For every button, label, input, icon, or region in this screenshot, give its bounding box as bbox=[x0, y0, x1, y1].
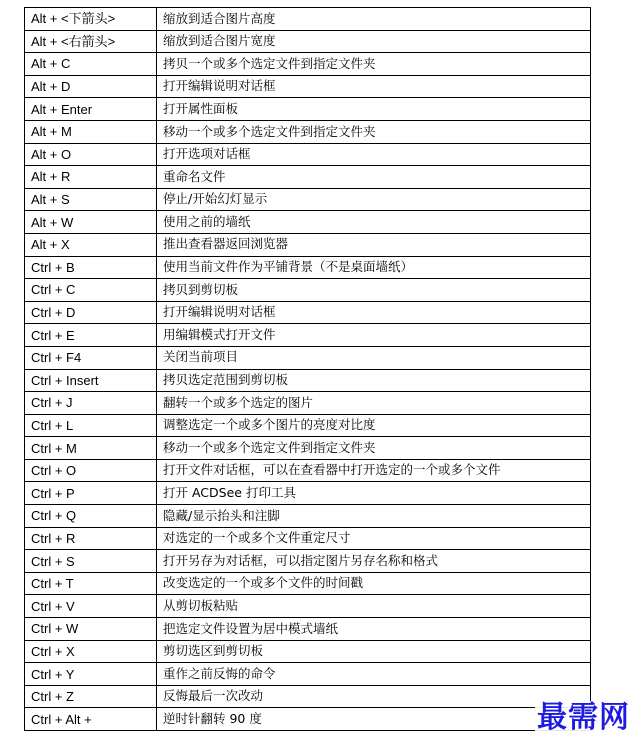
shortcut-key: Ctrl + S bbox=[25, 550, 157, 573]
shortcut-key: Ctrl + L bbox=[25, 414, 157, 437]
table-row bbox=[25, 279, 591, 302]
table-row bbox=[25, 618, 591, 641]
table-row bbox=[25, 324, 591, 347]
shortcut-key: Ctrl + Y bbox=[25, 663, 157, 686]
shortcut-key: Alt + S bbox=[25, 188, 157, 211]
table-row bbox=[25, 505, 591, 528]
table-row bbox=[25, 188, 591, 211]
shortcut-description: 移动一个或多个选定文件到指定文件夹 bbox=[157, 120, 591, 143]
shortcut-key: Ctrl + W bbox=[25, 618, 157, 641]
table-row bbox=[25, 166, 591, 189]
shortcut-description: 剪切选区到剪切板 bbox=[157, 640, 591, 663]
table-row bbox=[25, 98, 591, 121]
shortcut-description: 隐藏/显示抬头和注脚 bbox=[157, 505, 591, 528]
shortcut-description: 从剪切板粘贴 bbox=[157, 595, 591, 618]
table-row bbox=[25, 459, 591, 482]
table-row bbox=[25, 640, 591, 663]
shortcut-key: Ctrl + C bbox=[25, 279, 157, 302]
shortcut-key: Alt + C bbox=[25, 53, 157, 76]
shortcut-key: Ctrl + X bbox=[25, 640, 157, 663]
shortcut-description: 打开编辑说明对话框 bbox=[157, 75, 591, 98]
shortcut-description: 打开编辑说明对话框 bbox=[157, 301, 591, 324]
shortcut-key: Alt + M bbox=[25, 120, 157, 143]
shortcut-description: 停止/开始幻灯显示 bbox=[157, 188, 591, 211]
shortcut-description: 打开 ACDSee 打印工具 bbox=[157, 482, 591, 505]
table-row bbox=[25, 30, 591, 53]
table-row bbox=[25, 527, 591, 550]
table-row bbox=[25, 346, 591, 369]
table-row bbox=[25, 708, 591, 731]
table-row bbox=[25, 143, 591, 166]
table-row bbox=[25, 120, 591, 143]
table-row bbox=[25, 8, 591, 31]
table-row bbox=[25, 256, 591, 279]
table-row bbox=[25, 53, 591, 76]
shortcut-description: 反悔最后一次改动 bbox=[157, 685, 591, 708]
shortcut-key: Ctrl + B bbox=[25, 256, 157, 279]
table-row bbox=[25, 572, 591, 595]
shortcut-key: Ctrl + Q bbox=[25, 505, 157, 528]
table-row bbox=[25, 301, 591, 324]
shortcut-description: 打开选项对话框 bbox=[157, 143, 591, 166]
shortcut-description: 逆时针翻转 90 度 bbox=[157, 708, 591, 731]
shortcut-key: Ctrl + M bbox=[25, 437, 157, 460]
shortcut-key: Alt + X bbox=[25, 233, 157, 256]
shortcut-key: Ctrl + J bbox=[25, 392, 157, 415]
shortcut-key: Alt + O bbox=[25, 143, 157, 166]
table-row bbox=[25, 550, 591, 573]
shortcut-description: 推出查看器返回浏览器 bbox=[157, 233, 591, 256]
table-row bbox=[25, 663, 591, 686]
table-row bbox=[25, 482, 591, 505]
shortcut-description: 改变选定的一个或多个文件的时间戳 bbox=[157, 572, 591, 595]
shortcut-key: Alt + W bbox=[25, 211, 157, 234]
shortcut-key: Ctrl + D bbox=[25, 301, 157, 324]
shortcut-description: 重命名文件 bbox=[157, 166, 591, 189]
shortcut-description: 重作之前反悔的命令 bbox=[157, 663, 591, 686]
shortcut-description: 拷贝选定范围到剪切板 bbox=[157, 369, 591, 392]
shortcut-description: 移动一个或多个选定文件到指定文件夹 bbox=[157, 437, 591, 460]
shortcut-description: 拷贝一个或多个选定文件到指定文件夹 bbox=[157, 53, 591, 76]
shortcut-key: Alt + <右箭头> bbox=[25, 30, 157, 53]
table-row bbox=[25, 414, 591, 437]
table-row bbox=[25, 595, 591, 618]
shortcut-description: 关闭当前项目 bbox=[157, 346, 591, 369]
table-row bbox=[25, 369, 591, 392]
shortcut-key: Ctrl + E bbox=[25, 324, 157, 347]
shortcut-description: 调整选定一个或多个图片的亮度对比度 bbox=[157, 414, 591, 437]
shortcut-description: 把选定文件设置为居中模式墙纸 bbox=[157, 618, 591, 641]
table-row bbox=[25, 437, 591, 460]
shortcut-key: Ctrl + R bbox=[25, 527, 157, 550]
shortcut-key: Ctrl + Insert bbox=[25, 369, 157, 392]
shortcut-description: 对选定的一个或多个文件重定尺寸 bbox=[157, 527, 591, 550]
shortcut-key: Ctrl + T bbox=[25, 572, 157, 595]
shortcut-key: Ctrl + Z bbox=[25, 685, 157, 708]
shortcut-description: 用编辑模式打开文件 bbox=[157, 324, 591, 347]
shortcut-key: Alt + D bbox=[25, 75, 157, 98]
shortcut-description: 缩放到适合图片高度 bbox=[157, 8, 591, 31]
shortcut-key: Ctrl + V bbox=[25, 595, 157, 618]
shortcut-table-body bbox=[25, 8, 591, 731]
table-row bbox=[25, 233, 591, 256]
table-row bbox=[25, 211, 591, 234]
shortcut-description: 翻转一个或多个选定的图片 bbox=[157, 392, 591, 415]
table-row bbox=[25, 75, 591, 98]
shortcut-table bbox=[24, 7, 591, 731]
shortcut-key: Ctrl + F4 bbox=[25, 346, 157, 369]
table-row bbox=[25, 392, 591, 415]
shortcut-key: Alt + <下箭头> bbox=[25, 8, 157, 31]
shortcut-description: 使用之前的墙纸 bbox=[157, 211, 591, 234]
shortcut-description: 使用当前文件作为平铺背景（不是桌面墙纸） bbox=[157, 256, 591, 279]
shortcut-key: Alt + Enter bbox=[25, 98, 157, 121]
shortcut-description: 打开文件对话框，可以在查看器中打开选定的一个或多个文件 bbox=[157, 459, 591, 482]
shortcut-key: Ctrl + P bbox=[25, 482, 157, 505]
watermark-logo: 最需网 bbox=[537, 700, 630, 735]
shortcut-key: Ctrl + O bbox=[25, 459, 157, 482]
shortcut-description: 打开另存为对话框，可以指定图片另存名称和格式 bbox=[157, 550, 591, 573]
table-row bbox=[25, 685, 591, 708]
shortcut-description: 打开属性面板 bbox=[157, 98, 591, 121]
shortcut-description: 拷贝到剪切板 bbox=[157, 279, 591, 302]
shortcut-description: 缩放到适合图片宽度 bbox=[157, 30, 591, 53]
shortcut-key: Alt + R bbox=[25, 166, 157, 189]
shortcut-key: Ctrl + Alt + bbox=[25, 708, 157, 731]
